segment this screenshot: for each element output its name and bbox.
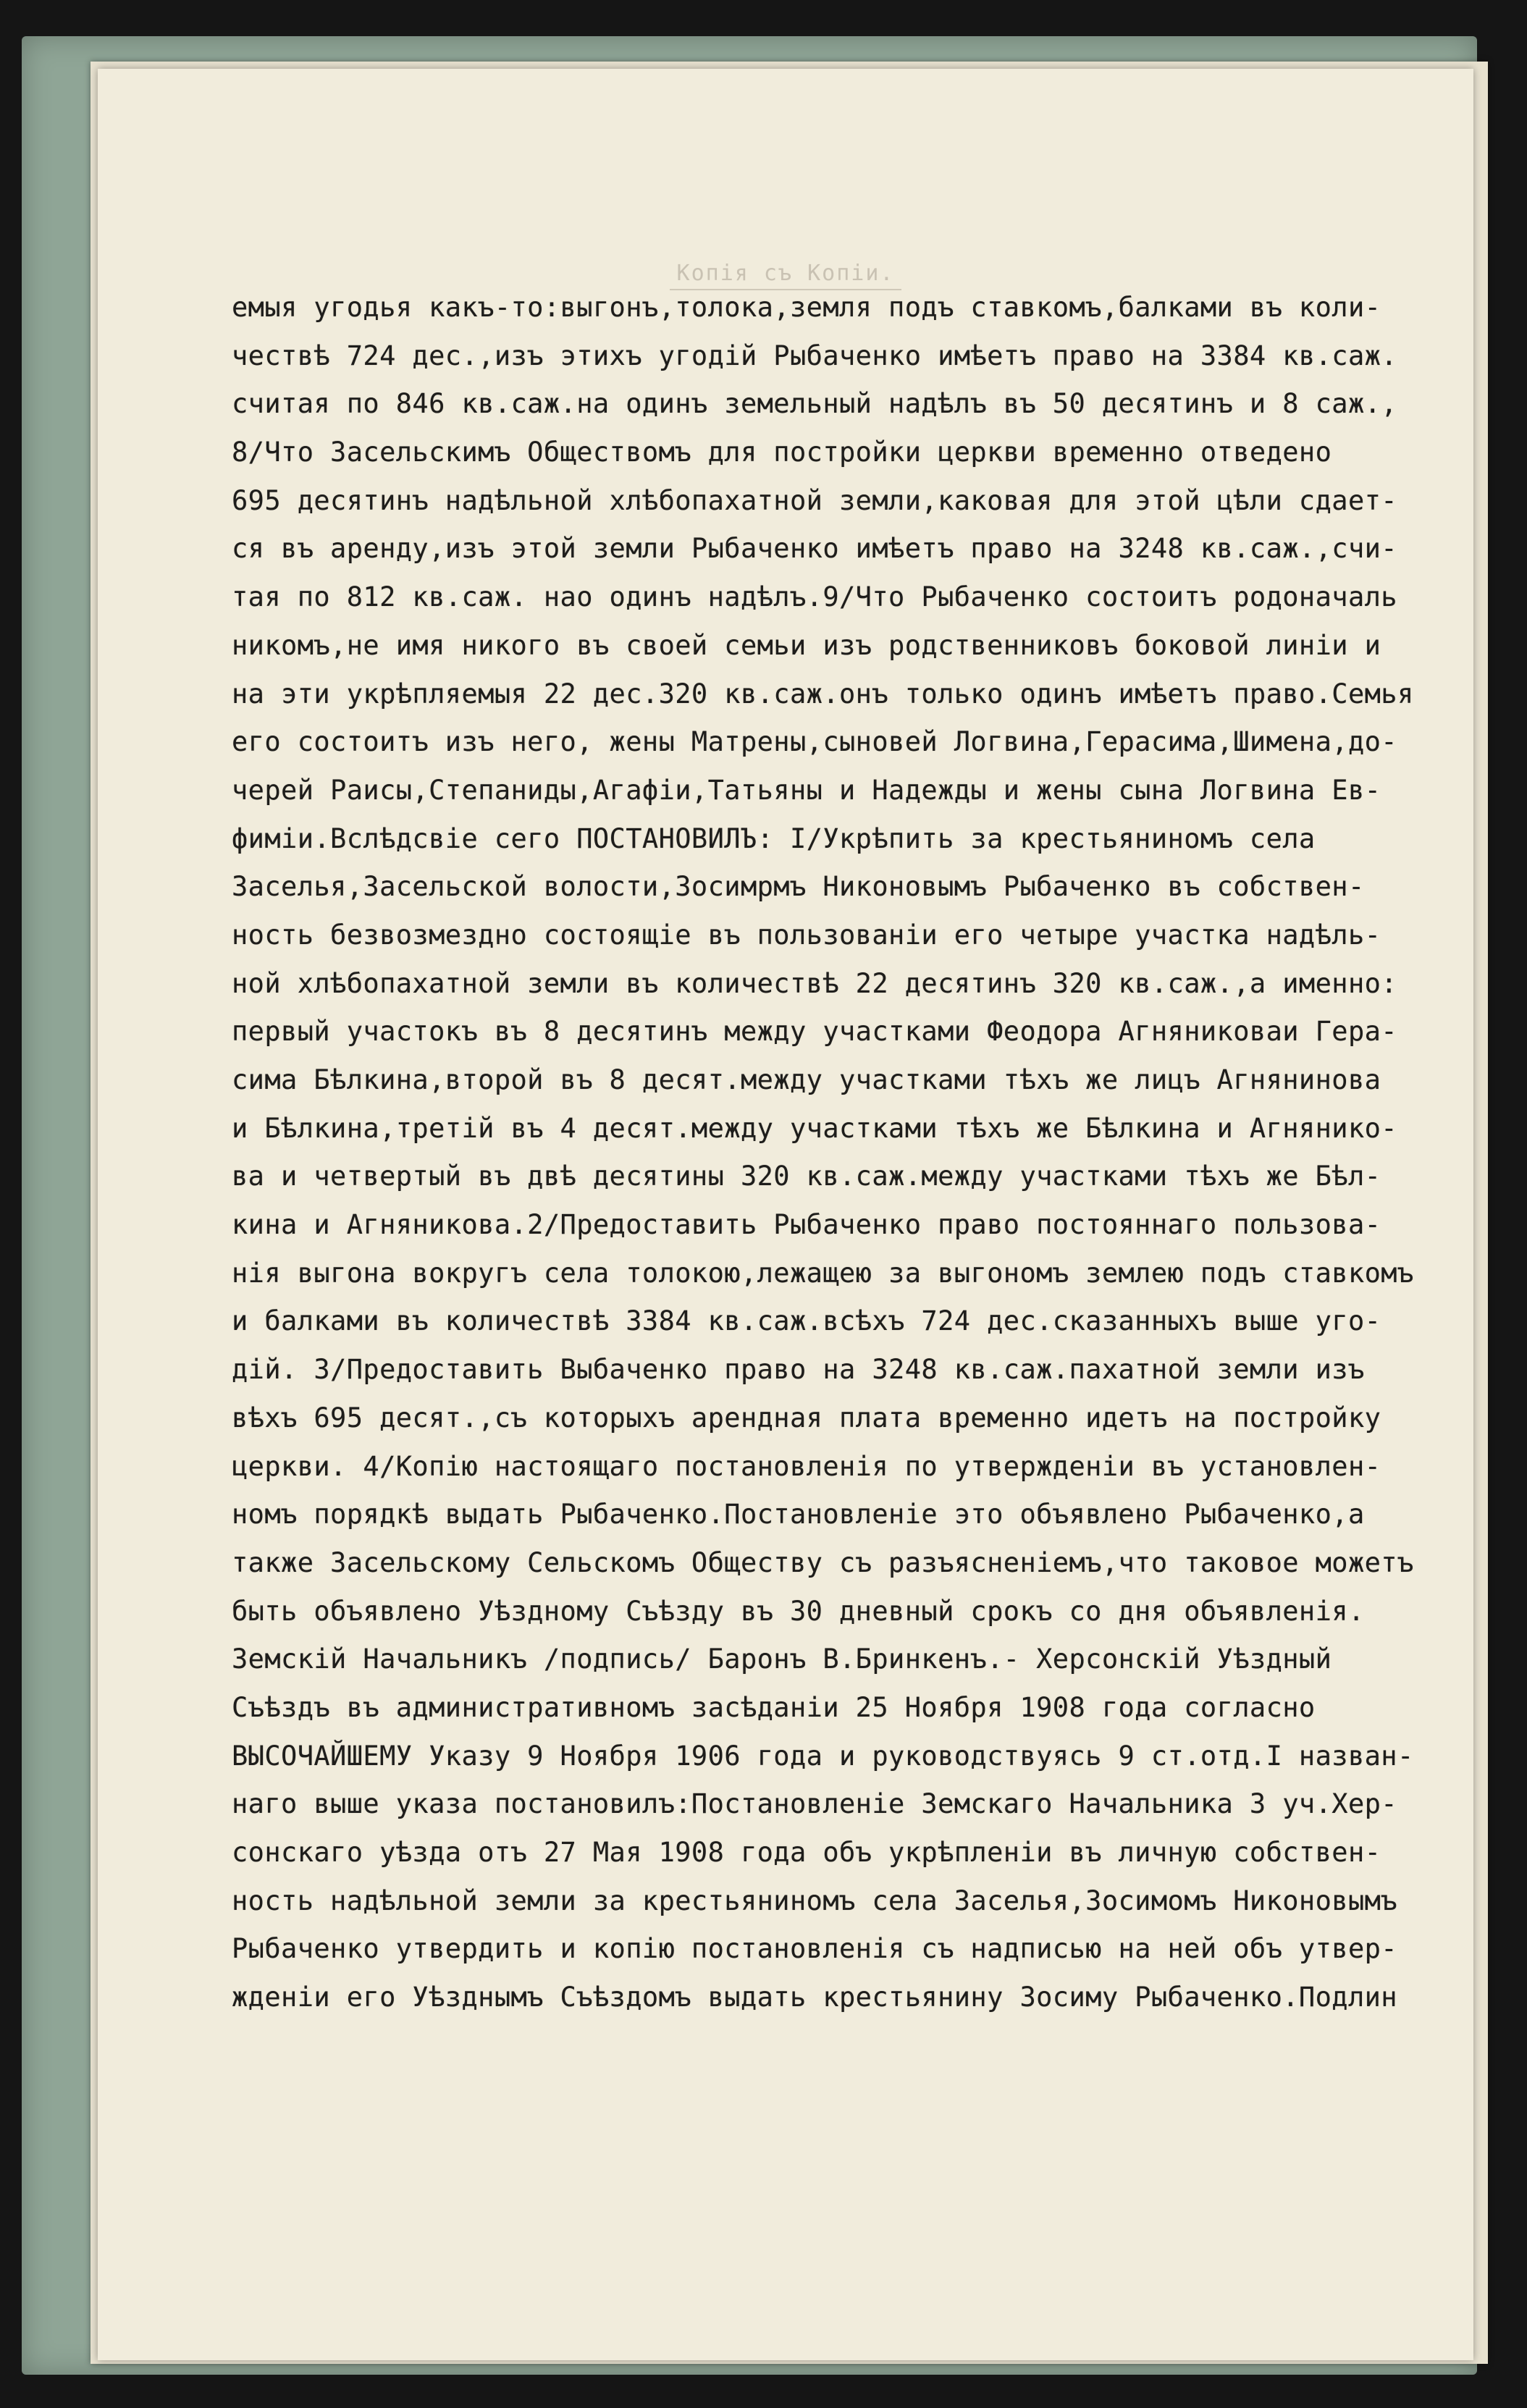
text-line: сима Бѣлкина,второй въ 8 десят.между участками тѣхъ же лицъ Агнянинова [232,1064,1381,1095]
text-line: его состоитъ изъ него, жены Матрены,сыновей Логвина,Герасима,Шимена,до- [232,726,1397,758]
text-line: жденiи его Уѣзднымъ Съѣздомъ выдать крестьянину Зосиму Рыбаченко.Подлин [232,1982,1397,2013]
text-line: также Засельскому Сельскомъ Обществу съ разъясненiемъ,что таковое можетъ [232,1546,1414,1578]
text-line: и балками въ количествѣ 3384 кв.саж.всѣхъ 724 дес.сказанныхъ выше уго- [232,1305,1381,1337]
text-line: 8/Что Засельскимъ Обществомъ для постройки церкви временно отведено [232,437,1332,468]
text-line: ВЫСОЧАЙШЕМУ Указу 9 Ноября 1906 года и руководствуясь 9 ст.отд.I назван- [232,1740,1414,1772]
text-line: тая по 812 кв.саж. нао одинъ надѣлъ.9/Что Рыбаченко состоитъ родоначаль [232,581,1397,613]
document-body [232,284,1477,2022]
text-line: на эти укрѣпляемыя 22 дес.320 кв.саж.онъ только одинъ имѣетъ право.Семья [232,678,1414,710]
text-line: дiй. 3/Предоставить Выбаченко право на 3248 кв.саж.пахатной земли изъ [232,1354,1365,1386]
text-line: Рыбаченко утвердить и копiю постановленiя съ надписью на ней объ утвер- [232,1933,1397,1965]
text-line: Земскiй Начальникъ /подпись/ Баронъ В.Бринкенъ.- Херсонскiй Уѣздный [232,1643,1332,1675]
text-line: номъ порядкѣ выдать Рыбаченко.Постановленiе это объявлено Рыбаченко,а [232,1499,1365,1531]
text-line: емыя угодья какъ-то:выгонъ,толока,земля подъ ставкомъ,балками въ коли- [232,292,1381,323]
text-line: черей Раисы,Степаниды,Агафiи,Татьяны и Надежды и жены сына Логвина Ев- [232,774,1381,806]
text-line: никомъ,не имя никого въ своей семьи изъ родственниковъ боковой линiи и [232,629,1381,661]
text-line: ва и четвертый въ двѣ десятины 320 кв.саж.между участками тѣхъ же Бѣл- [232,1161,1381,1192]
text-line: сонскаго уѣзда отъ 27 Мая 1908 года объ укрѣпленiи въ личную собствен- [232,1837,1381,1868]
text-line: наго выше указа постановилъ:Постановленiе Земскаго Начальника 3 уч.Хер- [232,1788,1397,1820]
page-header [98,261,1473,286]
text-line: церкви. 4/Копiю настоящаго постановленiя по утвержденiи въ установлен- [232,1450,1381,1482]
text-line: ность безвозмездно состоящiе въ пользованiи его четыре участка надѣль- [232,919,1381,951]
text-line: 695 десятинъ надѣльной хлѣбопахатной земли,каковая для этой цѣли сдает- [232,484,1397,516]
text-line: Заселья,Засельской волости,Зосимрмъ Никоновымъ Рыбаченко въ собствен- [232,871,1365,903]
text-line: Съѣздъ въ административномъ засѣданiи 25 Ноября 1908 года согласно [232,1691,1316,1723]
text-line: кина и Агняникова.2/Предоставить Рыбаченко право постояннаго пользова- [232,1209,1381,1241]
text-line: ность надѣльной земли за крестьяниномъ села Заселья,Зосимомъ Никоновымъ [232,1885,1397,1916]
text-line: считая по 846 кв.саж.на одинъ земельный надѣлъ въ 50 десятинъ и 8 саж., [232,388,1397,420]
text-line: и Бѣлкина,третiй въ 4 десят.между участками тѣхъ же Бѣлкина и Агнянико- [232,1112,1397,1144]
text-line: вѣхъ 695 десят.,съ которыхъ арендная плата временно идетъ на постройку [232,1402,1381,1434]
text-line: ся въ аренду,изъ этой земли Рыбаченко имѣетъ право на 3248 кв.саж.,счи- [232,533,1397,565]
text-line: чествѣ 724 дес.,изъ этихъ угодiй Рыбаченко имѣетъ право на 3384 кв.саж. [232,340,1397,371]
text-line: ной хлѣбопахатной земли въ количествѣ 22 десятинъ 320 кв.саж.,а именно: [232,967,1397,999]
copy-header-label: Копiя съ Копiи. [670,261,902,290]
text-line: фимiи.Вслѣдсвiе сего ПОСТАНОВИЛЪ: I/Укрѣпить за крестьяниномъ села [232,822,1316,854]
text-line: первый участокъ въ 8 десятинъ между участками Феодора Агняниковаи Гера- [232,1016,1397,1048]
text-line: нiя выгона вокругъ села толокою,лежащею за выгономъ землею подъ ставкомъ [232,1257,1414,1289]
text-line: быть объявлено Уѣздному Съѣзду въ 30 дневный срокъ со дня объявленiя. [232,1595,1365,1627]
